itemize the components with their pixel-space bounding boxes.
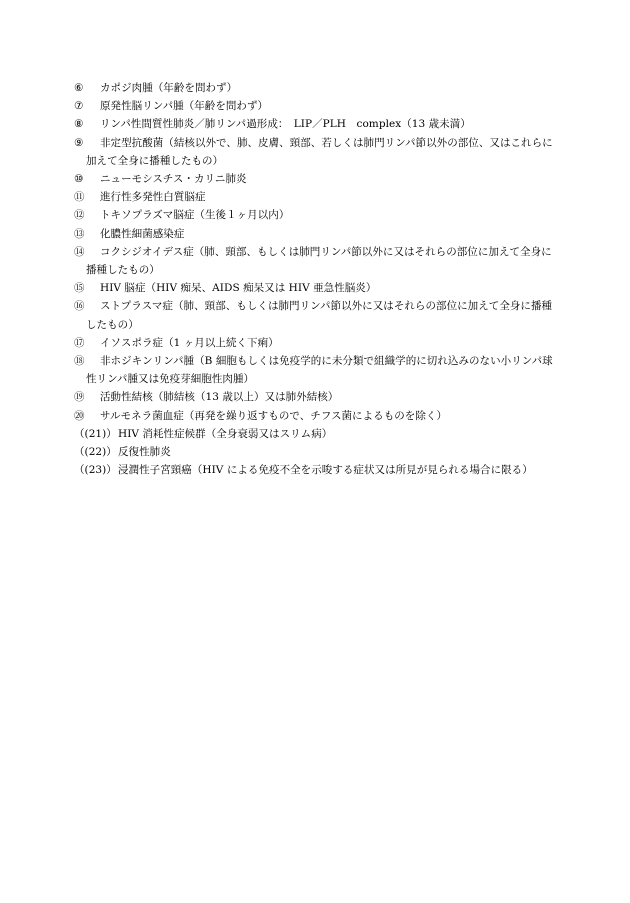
item-number: ⑧ xyxy=(74,118,84,131)
item-text: 進行性多発性白質脳症 xyxy=(100,191,206,204)
list-item xyxy=(74,225,560,243)
list-item xyxy=(74,188,560,206)
item-text: 浸潤性子宮頸癌（HIV による免疫不全を示唆する症状又は所見が見られる場合に限る） xyxy=(118,464,533,477)
item-number: （(21)） xyxy=(74,427,117,440)
item-text: カポジ肉腫（年齢を問わず） xyxy=(100,82,238,94)
list-item xyxy=(74,279,560,297)
list-item xyxy=(74,443,560,461)
list-item xyxy=(74,79,560,97)
item-text: HIV 消耗性症候群（全身衰弱又はスリム病） xyxy=(118,427,333,440)
disease-list xyxy=(74,79,560,479)
list-item xyxy=(74,134,560,170)
list-item xyxy=(74,407,560,425)
list-item xyxy=(74,352,560,388)
item-text: HIV 脳症（HIV 痴呆、AIDS 痴呆又は HIV 亜急性脳炎） xyxy=(100,282,377,295)
item-number: （(23)） xyxy=(74,464,117,477)
item-number: ⑦ xyxy=(74,100,84,113)
list-item xyxy=(74,425,560,443)
list-item xyxy=(74,334,560,352)
item-text: リンパ性間質性肺炎／肺リンパ過形成： LIP／PLH complex（13 歳未満） xyxy=(100,118,471,131)
item-text: 非ホジキンリンパ腫（B 細胞もしくは免疫学的に未分類で組織学的に切れ込みのない小リンパ球性リンパ腫又は免疫芽細胞性肉腫） xyxy=(86,355,553,386)
item-text: サルモネラ菌血症（再発を繰り返すもので、チフス菌によるものを除く） xyxy=(100,409,447,422)
item-text: 反復性肺炎 xyxy=(118,446,171,459)
item-number: （(22)） xyxy=(74,446,117,459)
item-text: コクシジオイデス症（肺、頸部、もしくは肺門リンパ節以外に又はそれらの部位に加えて全身に播種したもの） xyxy=(86,245,552,277)
item-number: ⑭ xyxy=(74,245,85,258)
item-number: ⑨ xyxy=(74,136,84,149)
list-item xyxy=(74,297,560,333)
item-number: ⑱ xyxy=(74,355,85,368)
item-text: トキソプラズマ脳症（生後１ヶ月以内） xyxy=(100,209,290,222)
item-number: ⑲ xyxy=(74,391,85,404)
item-number: ⑪ xyxy=(74,191,85,204)
item-number: ⑯ xyxy=(74,300,85,313)
item-number: ⑰ xyxy=(74,336,85,349)
item-number: ⑮ xyxy=(74,282,85,295)
item-number: ⑩ xyxy=(74,173,84,186)
item-number: ⑫ xyxy=(74,209,85,222)
item-number: ⑳ xyxy=(74,409,85,422)
item-text: イソスポラ症（1 ヶ月以上続く下痢） xyxy=(100,336,279,349)
item-text: 活動性結核（肺結核（13 歳以上）又は肺外結核） xyxy=(100,391,339,404)
item-text: 化膿性細菌感染症 xyxy=(100,227,185,240)
item-text: ニューモシスチス・カリニ肺炎 xyxy=(100,173,247,186)
list-item xyxy=(74,243,560,279)
item-text: 非定型抗酸菌（結核以外で、肺、皮膚、頸部、若しくは肺門リンパ節以外の部位、又はこれらに加えて全身に播種したもの） xyxy=(86,136,553,167)
item-number: ⑥ xyxy=(74,82,84,94)
list-item xyxy=(74,461,560,479)
list-item xyxy=(74,388,560,406)
list-item xyxy=(74,206,560,224)
item-text: ストプラスマ症（肺、頸部、もしくは肺門リンパ節以外に又はそれらの部位に加えて全身に播種したもの） xyxy=(86,300,553,331)
list-item xyxy=(74,115,560,133)
item-text: 原発性脳リンパ腫（年齢を問わず） xyxy=(100,100,269,113)
list-item xyxy=(74,97,560,115)
item-number: ⑬ xyxy=(74,227,85,240)
list-item xyxy=(74,170,560,188)
